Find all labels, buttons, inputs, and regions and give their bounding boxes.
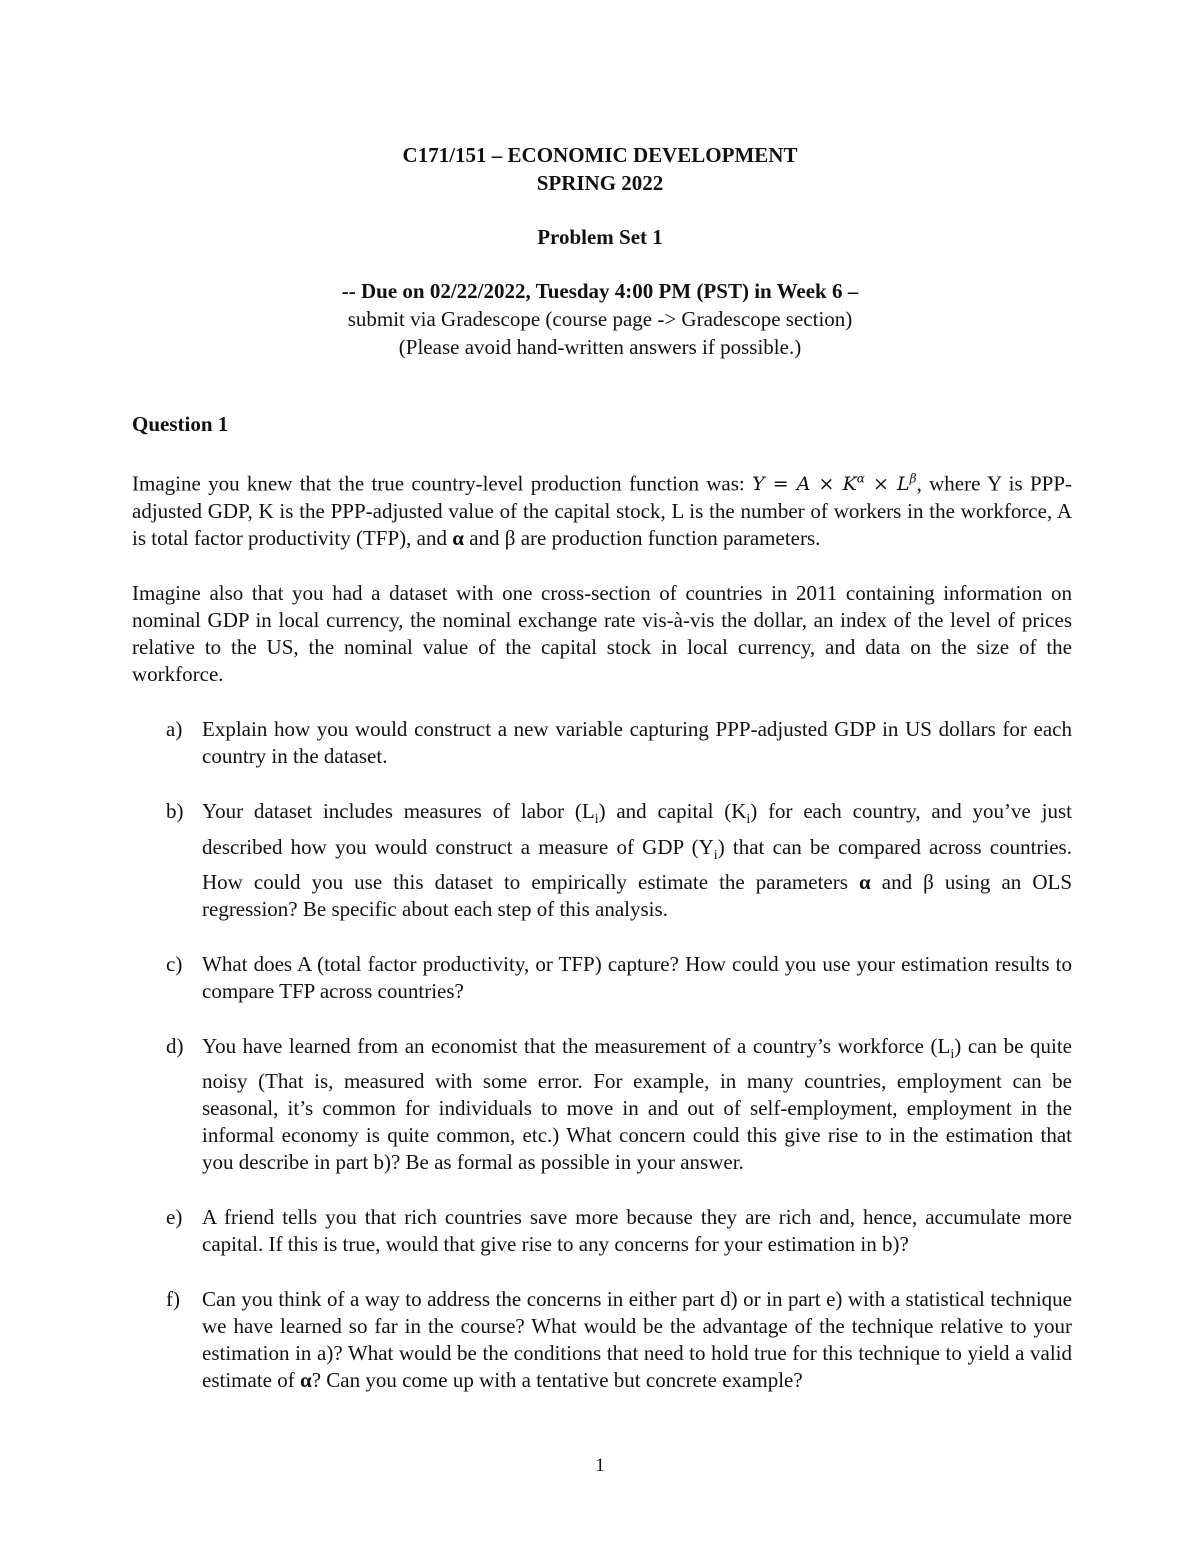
question-title: Question 1 [132,412,229,436]
part-f [132,1286,1072,1394]
question-parts-list [132,716,1072,1394]
dataset-paragraph: Imagine also that you had a dataset with one cross-section of countries in 2011 containing information on nominal GDP in local currency, the nominal exchange rate vis-à-vis the dollar, an index of the level of prices relative to the US, the nominal value of the capital stock in local currency, and data on the size of the workforce. [132,581,1072,687]
part-b [132,798,1072,922]
course-title: C171/151 – ECONOMIC DEVELOPMENT [402,143,798,167]
part-label: f) [166,1286,180,1311]
submit-instructions: submit via Gradescope (course page -> Gradescope section) [347,307,853,331]
question-1-section [132,410,1072,1394]
part-text: Explain how you would construct a new variable capturing PPP-adjusted GDP in US dollars for each country in the dataset. [202,717,1072,769]
part-label: d) [166,1033,184,1058]
part-text: Can you think of a way to address the concerns in either part d) or in part e) with a statistical technique we have learned so far in the course? What would be the advantage of the technique relative to your estimation in a)? What would be the conditions that need to hold true for this technique to yield a valid estimate of α? Can you come up with a tentative but concrete example? [202,1286,1072,1392]
part-label: b) [166,799,184,824]
document-header [0,141,1200,361]
due-date: -- Due on 02/22/2022, Tuesday 4:00 PM (PST) in Week 6 – [341,279,859,303]
part-d [132,1033,1072,1176]
part-label: e) [166,1204,183,1229]
term: SPRING 2022 [536,171,664,195]
problem-set-title: Problem Set 1 [537,225,663,249]
part-label: a) [166,717,183,742]
part-e [132,1204,1072,1258]
production-function-equation: $Y = A \times K^\alpha \times L^\beta$ [752,472,917,496]
part-c [132,951,1072,1005]
part-text: You have learned from an economist that the measurement of a country’s workforce $(L_i)$ can be quite noisy (That is, measured with some error. For example, in many countries, employment can be seasonal, it’s common for individuals to move in and out of self-employment, employment in the informal economy is quite common, etc.) What concern could this give rise to in the estimation that you describe in part b)? Be as formal as possible in your answer. [202,1033,1072,1174]
intro-paragraph: Imagine you knew that the true country-level production function was: $Y = A \times K^\alpha \times L^\beta$, where Y is PPP-adjusted GDP, K is the PPP-adjusted value of the capital stock, L is the number of workers in the workforce, A is total factor productivity (TFP), and α and β are production function parameters. [132,471,1072,551]
part-text: A friend tells you that rich countries save more because they are rich and, hence, accumulate more capital. If this is true, would that give rise to any concerns for your estimation in b)? [202,1204,1072,1256]
part-text: Your dataset includes measures of labor $(L_i)$ and capital $(K_i)$ for each country, and you’ve just described how you would construct a measure of GDP $(Y_i)$ that can be compared across countries. How could you use this dataset to empirically estimate the parameters α and β using an OLS regression? Be specific about each step of this analysis. [202,799,1072,921]
part-text: What does A (total factor productivity, or TFP) capture? How could you use your estimation results to compare TFP across countries? [202,951,1072,1003]
part-a [132,716,1072,770]
part-label: c) [166,951,183,976]
page-number: 1 [595,1455,605,1476]
handwritten-note: (Please avoid hand-written answers if possible.) [398,335,802,359]
